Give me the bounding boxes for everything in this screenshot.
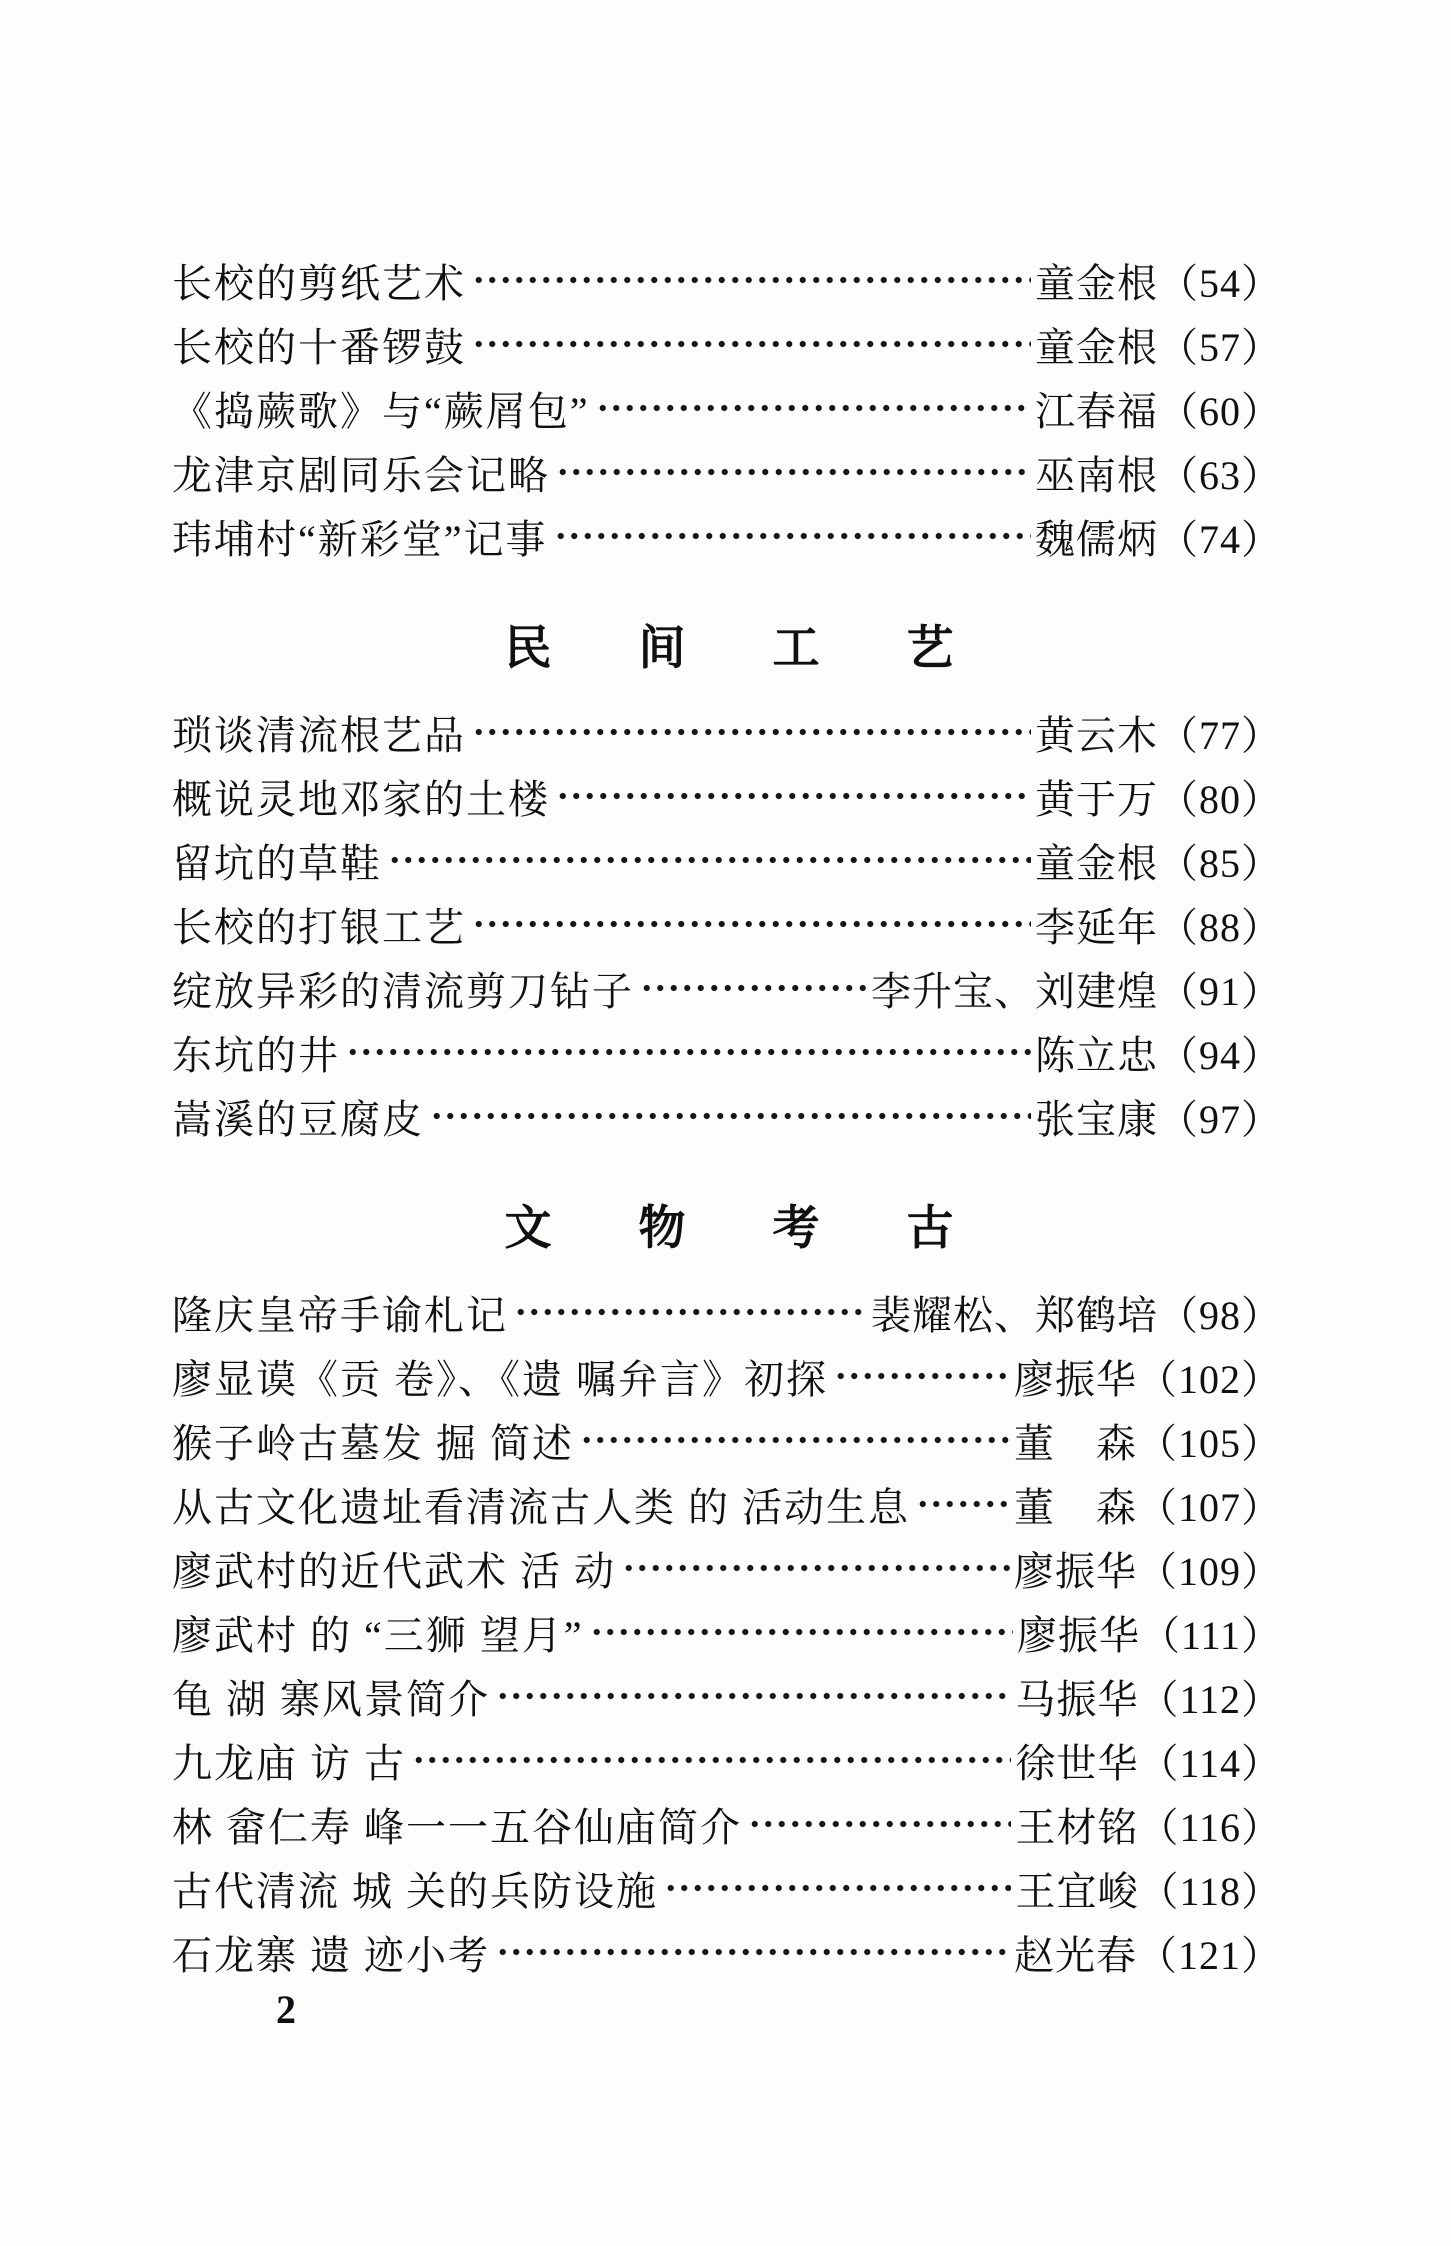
entry-author-page: 王宜峻（118） xyxy=(1015,1868,1282,1914)
entry-author-page: 黄云木（77） xyxy=(1035,712,1282,758)
toc-entry xyxy=(172,248,1282,312)
toc-entry xyxy=(172,376,1282,440)
entry-title: 龙津京剧同乐会记略 xyxy=(172,452,550,498)
toc-entry xyxy=(172,1600,1282,1664)
toc-entry xyxy=(172,312,1282,376)
entry-author-page: 江春福（60） xyxy=(1035,388,1282,434)
entry-author-page: 陈立忠（94） xyxy=(1035,1032,1282,1078)
entry-title: 林 畲仁寿 峰一一五谷仙庙简介 xyxy=(172,1804,742,1850)
entry-title: 玮埔村“新彩堂”记事 xyxy=(172,516,548,562)
dot-leader xyxy=(472,700,1031,764)
entry-title: 廖武村的近代武术 活 动 xyxy=(172,1548,616,1594)
entry-author-page: 马振华（112） xyxy=(1015,1676,1282,1722)
toc-entry xyxy=(172,1408,1282,1472)
entry-author-page: 巫南根（63） xyxy=(1035,452,1282,498)
entry-title: 龟 湖 寨风景简介 xyxy=(172,1676,490,1722)
entry-author-page: 张宝康（97） xyxy=(1035,1096,1282,1142)
entry-title: 绽放异彩的清流剪刀钻子 xyxy=(172,968,634,1014)
dot-leader xyxy=(388,828,1031,892)
entry-title: 隆庆皇帝手谕札记 xyxy=(172,1292,508,1338)
entry-title: 嵩溪的豆腐皮 xyxy=(172,1096,424,1142)
dot-leader xyxy=(748,1792,1011,1856)
entry-title: 九龙庙 访 古 xyxy=(172,1740,406,1786)
entry-author-page: 廖振华（111） xyxy=(1016,1612,1282,1658)
entry-author-page: 李延年（88） xyxy=(1035,904,1282,950)
dot-leader xyxy=(916,1472,1010,1536)
toc-entry xyxy=(172,1856,1282,1920)
toc-entry xyxy=(172,1536,1282,1600)
dot-leader xyxy=(472,248,1031,312)
toc-entry xyxy=(172,440,1282,504)
toc-entry xyxy=(172,1664,1282,1728)
entry-author-page: 徐世华（114） xyxy=(1015,1740,1282,1786)
entry-author-page: 董 森（105） xyxy=(1014,1420,1282,1466)
dot-leader xyxy=(496,1920,1010,1984)
entry-title: 长校的剪纸艺术 xyxy=(172,260,466,306)
toc-entry xyxy=(172,1020,1282,1084)
entry-author-page: 童金根（85） xyxy=(1035,840,1282,886)
entry-title: 琐谈清流根艺品 xyxy=(172,712,466,758)
entry-title: 廖武村 的 “三狮 望月” xyxy=(172,1612,584,1658)
dot-leader xyxy=(430,1084,1031,1148)
dot-leader xyxy=(590,1600,1013,1664)
toc-entry xyxy=(172,1792,1282,1856)
section-entries xyxy=(172,700,1282,1148)
toc-entry xyxy=(172,1728,1282,1792)
toc-entry xyxy=(172,892,1282,956)
toc-entry xyxy=(172,1472,1282,1536)
entry-title: 从古文化遗址看清流古人类 的 活动生息 xyxy=(172,1484,910,1530)
toc-entry xyxy=(172,956,1282,1020)
entry-author-page: 廖振华（102） xyxy=(1014,1356,1282,1402)
entry-title: 概说灵地邓家的土楼 xyxy=(172,776,550,822)
page-number: 2 xyxy=(276,1987,296,2032)
toc xyxy=(172,248,1282,1984)
entry-title: 石龙寨 遗 迹小考 xyxy=(172,1932,490,1978)
dot-leader xyxy=(556,764,1031,828)
toc-entry xyxy=(172,1084,1282,1148)
entry-author-page: 廖振华（109） xyxy=(1014,1548,1282,1594)
toc-entry xyxy=(172,504,1282,568)
section-heading: 民 间 工 艺 xyxy=(504,622,974,675)
entry-title: 长校的打银工艺 xyxy=(172,904,466,950)
toc-entry xyxy=(172,1344,1282,1408)
entry-author-page: 李升宝、刘建煌（91） xyxy=(871,968,1282,1014)
dot-leader xyxy=(622,1536,1010,1600)
entry-author-page: 王材铭（116） xyxy=(1015,1804,1282,1850)
dot-leader xyxy=(514,1280,867,1344)
dot-leader xyxy=(596,376,1031,440)
entry-title: 廖显谟《贡 卷》、《遗 嘱弁言》初探 xyxy=(172,1356,828,1402)
section-heading: 文 物 考 古 xyxy=(504,1202,974,1255)
toc-entry xyxy=(172,700,1282,764)
dot-leader xyxy=(412,1728,1011,1792)
entry-author-page: 裴耀松、郑鹤培（98） xyxy=(871,1292,1282,1338)
entry-title: 古代清流 城 关的兵防设施 xyxy=(172,1868,658,1914)
dot-leader xyxy=(834,1344,1010,1408)
section-entries xyxy=(172,1280,1282,1984)
dot-leader xyxy=(556,440,1031,504)
entry-title: 《捣蕨歌》与“蕨屑包” xyxy=(172,388,590,434)
dot-leader xyxy=(496,1664,1011,1728)
entry-author-page: 董 森（107） xyxy=(1014,1484,1282,1530)
section-entries xyxy=(172,248,1282,568)
toc-entry xyxy=(172,1920,1282,1984)
dot-leader xyxy=(664,1856,1011,1920)
entry-title: 长校的十番锣鼓 xyxy=(172,324,466,370)
dot-leader xyxy=(554,504,1031,568)
entry-title: 东坑的井 xyxy=(172,1032,340,1078)
entry-title: 留坑的草鞋 xyxy=(172,840,382,886)
dot-leader xyxy=(472,892,1031,956)
toc-entry xyxy=(172,764,1282,828)
entry-author-page: 黄于万（80） xyxy=(1035,776,1282,822)
toc-entry xyxy=(172,1280,1282,1344)
dot-leader xyxy=(640,956,867,1020)
dot-leader xyxy=(346,1020,1031,1084)
entry-author-page: 魏儒炳（74） xyxy=(1035,516,1282,562)
dot-leader xyxy=(580,1408,1010,1472)
entry-title: 猴子岭古墓发 掘 简述 xyxy=(172,1420,574,1466)
entry-author-page: 赵光春（121） xyxy=(1014,1932,1282,1978)
entry-author-page: 童金根（57） xyxy=(1035,324,1282,370)
toc-entry xyxy=(172,828,1282,892)
dot-leader xyxy=(472,312,1031,376)
entry-author-page: 童金根（54） xyxy=(1035,260,1282,306)
